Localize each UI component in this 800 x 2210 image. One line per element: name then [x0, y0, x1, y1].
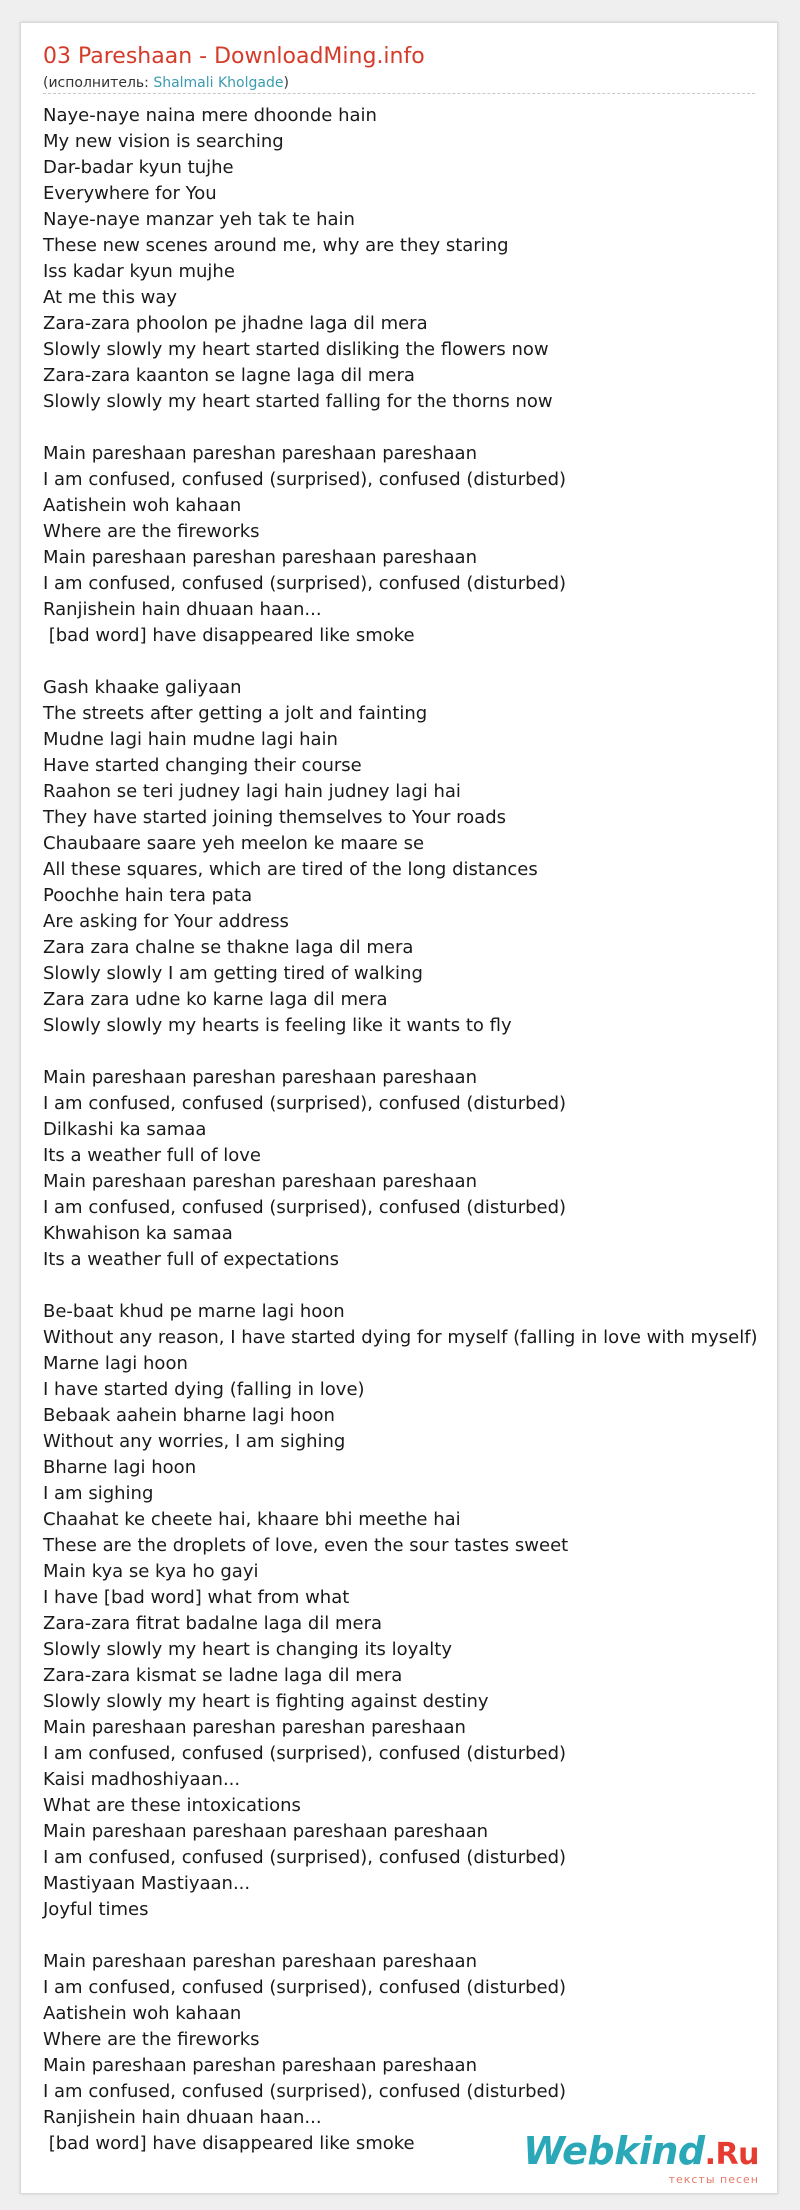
lyric-line: Main pareshaan pareshan pareshaan pareshaan: [43, 1951, 477, 1972]
lyric-line: I have started dying (falling in love): [43, 1379, 365, 1400]
lyrics-stanza: [43, 675, 763, 1039]
lyrics-stanza: [43, 1299, 763, 1923]
lyric-line: I am confused, confused (surprised), confused (disturbed): [43, 1743, 567, 1764]
lyrics-stanza: [43, 103, 763, 415]
lyric-line: What are these intoxications: [43, 1795, 301, 1816]
lyric-line: Zara zara chalne se thakne laga dil mera: [43, 937, 414, 958]
lyric-line: Slowly slowly I am getting tired of walking: [43, 963, 423, 984]
lyric-line: Main kya se kya ho gayi: [43, 1561, 259, 1582]
lyric-line: Marne lagi hoon: [43, 1353, 188, 1374]
lyric-line: Chaubaare saare yeh meelon ke maare se: [43, 833, 425, 854]
lyric-line: Mastiyaan Mastiyaan...: [43, 1873, 251, 1894]
lyric-line: Raahon se teri judney lagi hain judney lagi hai: [43, 781, 461, 802]
lyric-line: Main pareshaan pareshan pareshaan pareshaan: [43, 2055, 477, 2076]
artist-link[interactable]: Shalmali Kholgade: [153, 75, 284, 91]
lyric-line: Zara zara udne ko karne laga dil mera: [43, 989, 388, 1010]
page-title: 03 Pareshaan - DownloadMing.info: [43, 44, 425, 69]
lyric-line: Gash khaake galiyaan: [43, 677, 242, 698]
lyric-line: [bad word] have disappeared like smoke: [43, 625, 415, 646]
lyric-line: Be-baat khud pe marne lagi hoon: [43, 1301, 345, 1322]
lyric-line: I have [bad word] what from what: [43, 1587, 350, 1608]
lyric-line: Main pareshaan pareshaan pareshaan pareshaan: [43, 1821, 489, 1842]
lyric-line: Slowly slowly my heart is changing its loyalty: [43, 1639, 453, 1660]
lyric-line: Its a weather full of love: [43, 1145, 261, 1166]
lyric-line: Where are the fireworks: [43, 2029, 260, 2050]
performer-suffix: ): [283, 75, 289, 91]
lyric-line: Chaahat ke cheete hai, khaare bhi meethe hai: [43, 1509, 461, 1530]
lyric-line: Naye-naye naina mere dhoonde hain: [43, 105, 377, 126]
lyric-line: Ranjishein hain dhuaan haan...: [43, 2107, 322, 2128]
lyric-line: These are the droplets of love, even the sour tastes sweet: [43, 1535, 569, 1556]
lyric-line: I am confused, confused (surprised), confused (disturbed): [43, 1977, 567, 1998]
lyric-line: Everywhere for You: [43, 183, 217, 204]
lyric-line: Aatishein woh kahaan: [43, 495, 242, 516]
lyric-line: Iss kadar kyun mujhe: [43, 261, 235, 282]
lyric-line: Main pareshaan pareshan pareshaan pareshaan: [43, 1067, 477, 1088]
logo-tagline: тексты песен: [668, 2173, 759, 2186]
lyric-line: I am sighing: [43, 1483, 154, 1504]
lyric-line: Main pareshaan pareshan pareshaan pareshaan: [43, 547, 477, 568]
lyric-line: I am confused, confused (surprised), confused (disturbed): [43, 573, 567, 594]
lyric-line: I am confused, confused (surprised), confused (disturbed): [43, 1093, 567, 1114]
lyric-line: Zara-zara fitrat badalne laga dil mera: [43, 1613, 383, 1634]
lyric-line: Its a weather full of expectations: [43, 1249, 339, 1270]
lyrics-stanza: [43, 1949, 763, 2157]
lyric-line: Slowly slowly my heart started falling for the thorns now: [43, 391, 553, 412]
lyric-line: Dar-badar kyun tujhe: [43, 157, 234, 178]
lyric-line: Dilkashi ka samaa: [43, 1119, 207, 1140]
lyric-line: Have started changing their course: [43, 755, 362, 776]
lyric-line: Main pareshaan pareshan pareshan pareshaan: [43, 1717, 466, 1738]
logo-wordmark: [523, 2131, 759, 2175]
lyric-line: Without any worries, I am sighing: [43, 1431, 346, 1452]
lyric-line: Joyful times: [43, 1899, 149, 1920]
lyric-line: All these squares, which are tired of the long distances: [43, 859, 538, 880]
lyric-line: Bebaak aahein bharne lagi hoon: [43, 1405, 335, 1426]
lyric-line: They have started joining themselves to Your roads: [43, 807, 507, 828]
lyric-line: I am confused, confused (surprised), confused (disturbed): [43, 469, 567, 490]
lyric-line: Naye-naye manzar yeh tak te hain: [43, 209, 355, 230]
lyric-line: [bad word] have disappeared like smoke: [43, 2133, 415, 2154]
lyric-line: Aatishein woh kahaan: [43, 2003, 242, 2024]
lyric-line: Zara-zara phoolon pe jhadne laga dil mera: [43, 313, 428, 334]
lyric-line: Main pareshaan pareshan pareshaan pareshaan: [43, 443, 477, 464]
site-logo[interactable]: [523, 2131, 759, 2186]
performer-line: [43, 74, 289, 92]
lyric-line: Slowly slowly my heart is fighting against destiny: [43, 1691, 489, 1712]
lyric-line: Zara-zara kaanton se lagne laga dil mera: [43, 365, 415, 386]
lyric-line: Main pareshaan pareshan pareshaan pareshaan: [43, 1171, 477, 1192]
lyric-line: Khwahison ka samaa: [43, 1223, 233, 1244]
lyrics-card: [20, 22, 778, 2194]
lyrics-stanza: [43, 1065, 763, 1273]
lyric-line: The streets after getting a jolt and fainting: [43, 703, 428, 724]
lyric-line: Bharne lagi hoon: [43, 1457, 197, 1478]
logo-tld: .Ru: [704, 2137, 759, 2172]
lyric-line: I am confused, confused (surprised), confused (disturbed): [43, 1197, 567, 1218]
lyric-line: I am confused, confused (surprised), confused (disturbed): [43, 1847, 567, 1868]
lyric-line: Without any reason, I have started dying for myself (falling in love with myself): [43, 1327, 758, 1348]
lyric-line: Slowly slowly my hearts is feeling like it wants to fly: [43, 1015, 512, 1036]
lyric-line: Zara-zara kismat se ladne laga dil mera: [43, 1665, 403, 1686]
lyric-line: These new scenes around me, why are they staring: [43, 235, 509, 256]
lyrics-body: [43, 103, 763, 2157]
lyric-line: My new vision is searching: [43, 131, 284, 152]
lyric-line: Are asking for Your address: [43, 911, 289, 932]
lyrics-stanza: [43, 441, 763, 649]
lyric-line: Mudne lagi hain mudne lagi hain: [43, 729, 338, 750]
lyric-line: Slowly slowly my heart started disliking the flowers now: [43, 339, 549, 360]
lyric-line: At me this way: [43, 287, 178, 308]
lyric-line: Kaisi madhoshiyaan...: [43, 1769, 241, 1790]
lyric-line: Where are the fireworks: [43, 521, 260, 542]
lyric-line: I am confused, confused (surprised), confused (disturbed): [43, 2081, 567, 2102]
header-divider: [43, 93, 755, 94]
performer-prefix: (исполнитель:: [43, 75, 154, 91]
lyric-line: Poochhe hain tera pata: [43, 885, 253, 906]
lyric-line: Ranjishein hain dhuaan haan...: [43, 599, 322, 620]
logo-name: Webkind: [523, 2129, 705, 2173]
